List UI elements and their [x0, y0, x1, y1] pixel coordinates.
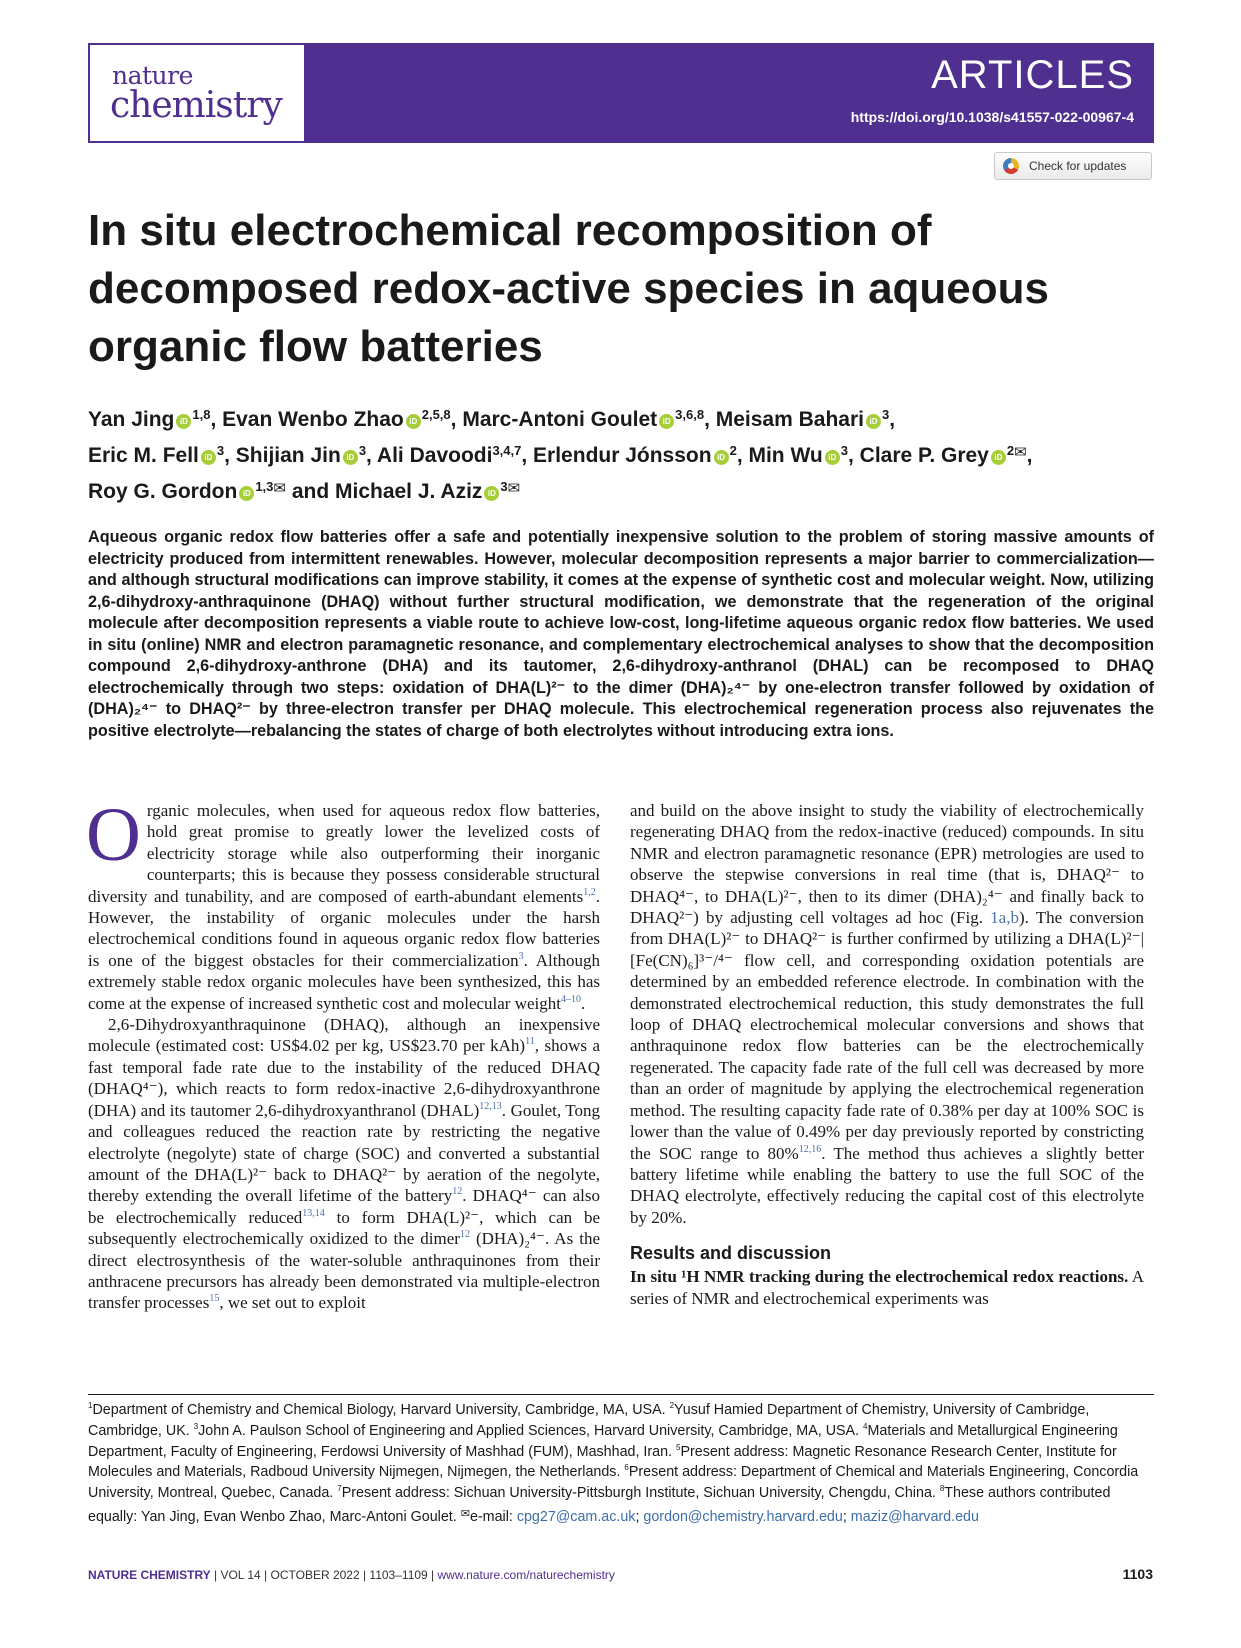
author-name[interactable]: , Shijian Jin: [224, 444, 341, 467]
journal-url-link[interactable]: www.nature.com/naturechemistry: [437, 1568, 615, 1582]
orcid-icon[interactable]: iD: [343, 450, 358, 465]
body-text: . DHAQ⁴⁻ can also be electrochemically reduced: [88, 1186, 601, 1227]
check-for-updates-button[interactable]: [994, 152, 1152, 180]
affiliation-text: Present address: Department of Chemical and Materials Engineering, Concordia University, Montreal, Quebec, Canada.: [88, 1464, 1139, 1502]
affiliation-text: Materials and Metallurgical Engineering Department, Faculty of Engineering, Ferdowsi University of Mashhad (FUM), Mashhad, Iran.: [88, 1422, 1118, 1460]
body-text: (DHA)₂⁴⁻. As the direct electrosynthesis of the water-soluble anthraquinones from their anthracene precursors has already been demonstrated via multiple-electron transfer processes: [88, 1229, 600, 1313]
affiliation-text: Present address: Magnetic Resonance Research Center, Institute for Molecules and Materials, Radboud University Nijmegen, Nijmegen, the Netherlands.: [88, 1443, 1117, 1481]
body-text: to form DHA(L)²⁻, which can be subsequently electrochemically oxidized to the dimer: [88, 1207, 600, 1249]
body-text: 2,6-Dihydroxyanthraquinone (DHAQ), although an inexpensive molecule (estimated cost: US$4.02 per kg, US$23.70 per kAh): [88, 1015, 600, 1056]
author-name[interactable]: Roy G. Gordon: [88, 480, 238, 503]
reference-link[interactable]: 1,2: [583, 886, 596, 898]
envelope-icon[interactable]: ✉: [507, 480, 521, 497]
author-affiliation-sup: 3,6,8: [675, 407, 705, 422]
orcid-icon[interactable]: iD: [714, 450, 729, 465]
reference-link[interactable]: 15: [209, 1293, 220, 1305]
reference-link[interactable]: 3: [518, 950, 524, 962]
author-name[interactable]: Eric M. Fell: [88, 444, 199, 467]
body-text: . The method thus achieves a slightly better battery lifetime while enabling the battery to use the full SOC of the DHAQ electrolyte, effectively reducing the capital cost of this electrolyte by 20%.: [630, 1143, 1144, 1227]
journal-banner: [88, 43, 1154, 143]
abstract: Aqueous organic redox flow batteries offer a safe and potentially inexpensive solution to the problem of storing massive amounts of electricity produced from intermittent renewables. However, molecular decomposition represents a major barrier to commercialization—and although structural modifications can improve stability, it comes at the expense of synthetic cost and molecular weight. Now, utilizing 2,6-dihydroxy-anthraquinone (DHAQ) without further structural modification, we demonstrate that the regeneration of the original molecule after decomposition represents a viable route to achieve low-cost, long-lifetime aqueous organic redox flow batteries. We used in situ (online) NMR and electron paramagnetic resonance, and complementary electrochemical analyses to show that the decomposition compound 2,6-dihydroxy-anthrone (DHA) and its tautomer, 2,6-dihydroxy-anthranol (DHAL) can be recomposed to DHAQ electrochemically through two steps: oxidation of DHA(L)²⁻ to the dimer (DHA)₂⁴⁻ by one-electron transfer followed by oxidation of (DHA)₂⁴⁻ to DHAQ²⁻ by three-electron transfer per DHAQ molecule. This electrochemical regeneration process also rejuvenates the positive electrolyte—rebalancing the states of charge of both electrolytes without introducing extra ions.: [88, 528, 1154, 740]
section-heading: Results and discussion: [630, 1243, 832, 1264]
orcid-icon[interactable]: iD: [484, 486, 499, 501]
envelope-icon[interactable]: ✉: [1014, 444, 1027, 461]
reference-link[interactable]: 4–10: [561, 993, 581, 1005]
author-name[interactable]: , Clare P. Grey: [847, 444, 989, 467]
author-affiliation-sup: 3: [881, 407, 890, 422]
body-paragraph: [630, 1266, 1144, 1309]
separator: ;: [635, 1508, 644, 1525]
drop-cap: O: [86, 793, 141, 877]
body-paragraph: [88, 1014, 600, 1314]
affiliation-text: Department of Chemistry and Chemical Biology, Harvard University, Cambridge, MA, USA.: [92, 1402, 670, 1418]
author-name[interactable]: , Erlendur Jónsson: [521, 444, 712, 467]
affiliation-text: John A. Paulson School of Engineering and Applied Sciences, Harvard University, Cambridge, MA, USA.: [198, 1422, 864, 1439]
author-name[interactable]: , Evan Wenbo Zhao: [210, 408, 404, 431]
author-affiliation-sup: 2: [729, 443, 737, 458]
body-text: . Although extremely stable redox organic molecules have been synthesized, this has come at the expense of increased synthetic cost and molecular weight: [88, 950, 600, 1013]
body-text: and build on the above insight to study the viability of electrochemically regenerating DHAQ from the redox-inactive (reduced) compounds. In situ NMR and electron paramagnetic resonance (EPR) metrologies are used to observe the stepwise conversions in real time (that is, DHAQ²⁻ to DHAQ⁴⁻, to DHA(L)²⁻, then to its dimer (DHA)₂⁴⁻ and finally back to DHAQ²⁻) by adjusting cell voltages ad hoc (Fig.: [630, 801, 1144, 928]
orcid-icon[interactable]: iD: [176, 414, 191, 429]
body-paragraph: Organic molecules, when used for aqueous redox flow batteries, hold great promise to greatly lower the levelized costs of electricity storage while also outperforming their inorganic counterparts; this is because they possess considerable structural diversity and tunability, and are composed of earth-abundant elements$^{1,2}$. However, the instability of organic molecules under the harsh electrochemical conditions found in aqueous organic redox flow batteries is one of the biggest obstacles for their commercialization$^3$. Although extremely stable redox organic molecules have been synthesized, this has come at the expense of increased synthetic cost and molecular weight$^{4-10}$.: [86, 793, 600, 1013]
body-column-left: [86, 793, 601, 1314]
orcid-icon[interactable]: iD: [239, 486, 254, 501]
body-text: . However, the instability of organic molecules under the harsh electrochemical conditions found in aqueous organic redox flow batteries is one of the biggest obstacles for their commercialization: [88, 886, 600, 970]
orcid-icon[interactable]: iD: [659, 414, 674, 429]
author-name[interactable]: and Michael J. Aziz: [285, 480, 483, 503]
envelope-icon[interactable]: ✉: [273, 480, 286, 497]
body-text: . Goulet, Tong and colleagues reduced the reaction rate by restricting the negative electrolyte (negolyte) state of charge (SOC) and converted a substantial amount of the DHA(L)²⁻ back to DHAQ²⁻ by aeration of the negolyte, thereby extending the overall lifetime of the battery: [88, 1100, 600, 1206]
orcid-icon[interactable]: iD: [201, 450, 216, 465]
doi-link[interactable]: https://doi.org/10.1038/s41557-022-00967-4: [850, 109, 1134, 125]
footer-journal: NATURE CHEMISTRY: [88, 1568, 211, 1582]
author-affiliation-sup: 3: [358, 443, 367, 458]
author-affiliation-sup: 3: [216, 443, 225, 458]
footer-details: | VOL 14 | OCTOBER 2022 | 1103–1109 |: [210, 1568, 438, 1582]
author-affiliation-sup: 3: [840, 443, 848, 458]
footnote-divider: [88, 1394, 1154, 1395]
author-name[interactable]: , Meisam Bahari: [704, 408, 864, 431]
orcid-icon[interactable]: iD: [406, 414, 421, 429]
author-name[interactable]: , Ali Davoodi: [366, 444, 493, 467]
logo-word-nature: nature: [112, 61, 193, 90]
page-footer: [88, 1568, 615, 1582]
reference-link[interactable]: 12: [452, 1186, 463, 1198]
body-text: ). The conversion from DHA(L)²⁻ to DHAQ²⁻ is further confirmed by utilizing a DHA(L)²⁻|[Fe(CN)₆]³⁻/⁴⁻ flow cell, and corresponding oxidation potentials are determined by an embedded reference electrode. In combination with the demonstrated electrochemical reduction, this study demonstrates the full loop of DHAQ electrochemical molecular conversions and shows that anthraquinone redox flow batteries can be the electrochemically regenerated. The capacity fade rate of the full cell was decreased by more than an order of magnitude by applying the electrochemical regeneration method. The resulting capacity fade rate of 0.38% per day at 100% SOC is lower than the value of 0.49% per day previously reported by constricting the SOC range to 80%: [630, 908, 1144, 1163]
reference-link[interactable]: 12,13: [479, 1100, 502, 1112]
author-affiliation-sup: 3: [500, 479, 508, 494]
orcid-icon[interactable]: iD: [825, 450, 840, 465]
affiliations: $^1$Department of Chemistry and Chemical Biology, Harvard University, Cambridge, MA, USA. $^2$Yusuf Hamied Department of Chemistry, University of Cambridge, Cambridge, UK. $^3$John A. Paulson School of Engineering and Applied Sciences, Harvard University, Cambridge, MA, USA. $^4$Materials and Metallurgical Engineering Department, Faculty of Engineering, Ferdowsi University of Mashhad (FUM), Mashhad, Iran. $^5$Present address: Magnetic Resonance Research Center, Institute for Molecules and Materials, Radboud University Nijmegen, Nijmegen, the Netherlands. $^6$Present address: Department of Chemical and Materials Engineering, Concordia University, Montreal, Quebec, Canada. $^7$Present address: Sichuan University-Pittsburgh Institute, Sichuan University, Chengdu, China. $^8$These authors contributed equally: Yan Jing, Evan Wenbo Zhao, Marc-Antoni Goulet. ✉e-mail: cpg27@cam.ac.uk; gordon@chemistry.harvard.edu; maziz@harvard.edu: [88, 1401, 1139, 1525]
body-text: , shows a fast temporal fade rate due to the instability of the reduced DHAQ (DHAQ⁴⁻), which reacts to form redox-inactive 2,6-dihydroxyanthrone (DHA) and its tautomer 2,6-dihydroxyanthranol (DHAL): [88, 1036, 600, 1120]
author-affiliation-sup: 2: [1006, 443, 1015, 458]
envelope-icon: ✉: [460, 1507, 470, 1520]
reference-link[interactable]: 13,14: [302, 1207, 325, 1219]
logo-word-chemistry: chemistry: [110, 85, 282, 126]
orcid-icon[interactable]: iD: [991, 450, 1006, 465]
author-name[interactable]: , Marc-Antoni Goulet: [450, 408, 658, 431]
author-list: Yan Jing iD $^{1,8}$, Evan Wenbo Zhao iD $^{2,5,8}$, Marc-Antoni Goulet iD $^{3,6,8}$, Meisam Bahari iD $^3$, Eric M. Fell iD $^3$, Shijian Jin iD $^3$, Ali Davoodi$^{3,4,7}$, Erlendur Jónsson iD $^2$, Min Wu iD $^3$, Clare P. Grey iD $^{2✉}$, Roy G. Gordon iD $^{1,3✉}$ and Michael J. Aziz iD $^{3✉}$: [88, 407, 1033, 503]
reference-link[interactable]: 12,16: [798, 1143, 822, 1155]
email-label: e-mail:: [469, 1508, 517, 1525]
author-affiliation-sup: 1,8: [192, 407, 211, 422]
author-name[interactable]: Yan Jing: [88, 408, 175, 431]
article-title: In situ electrochemical recomposition of decomposed redox-active species in aqueous organic flow batteries: [88, 206, 1049, 371]
affiliation-text: These authors contributed equally: Yan Jing, Evan Wenbo Zhao, Marc-Antoni Goulet.: [88, 1485, 1111, 1525]
author-affiliation-sup: 3,4,7: [492, 443, 522, 458]
page-number: 1103: [1122, 1566, 1153, 1582]
body-text: rganic molecules, when used for aqueous redox flow batteries, hold great promise to greatly lower the levelized costs of electricity storage while also outperforming their inorganic counterparts; this is because they possess considerable structural diversity and tunability, and are composed of earth-abundant elements: [88, 801, 600, 906]
subsection-heading: In situ ¹H NMR tracking during the electrochemical redox reactions.: [630, 1267, 1129, 1287]
email-link[interactable]: gordon@chemistry.harvard.edu: [643, 1508, 843, 1525]
orcid-icon[interactable]: iD: [866, 414, 881, 429]
author-name[interactable]: , Min Wu: [736, 444, 823, 467]
reference-link[interactable]: 12: [459, 1229, 470, 1241]
author-affiliation-sup: 1,3: [255, 479, 274, 494]
affiliation-text: Yusuf Hamied Department of Chemistry, University of Cambridge, Cambridge, UK.: [88, 1402, 1090, 1439]
email-link[interactable]: maziz@harvard.edu: [850, 1508, 979, 1525]
body-text: , we set out to exploit: [219, 1293, 366, 1313]
crossmark-icon: [1003, 158, 1019, 174]
affiliation-text: Present address: Sichuan University-Pittsburgh Institute, Sichuan University, Chengdu, China.: [341, 1485, 940, 1502]
email-link[interactable]: cpg27@cam.ac.uk: [516, 1508, 636, 1525]
section-label: ARTICLES: [931, 53, 1134, 97]
journal-logo[interactable]: [90, 45, 304, 141]
figure-link[interactable]: 1a,b: [990, 908, 1019, 928]
separator: ;: [842, 1508, 851, 1525]
reference-link[interactable]: 11: [525, 1036, 535, 1048]
body-text: A series of NMR and electrochemical experiments was: [630, 1267, 1144, 1308]
body-column-right: [630, 800, 1144, 1309]
check-for-updates-label: Check for updates: [1029, 159, 1127, 173]
author-affiliation-sup: 2,5,8: [421, 407, 451, 422]
body-paragraph: [630, 800, 1144, 1228]
